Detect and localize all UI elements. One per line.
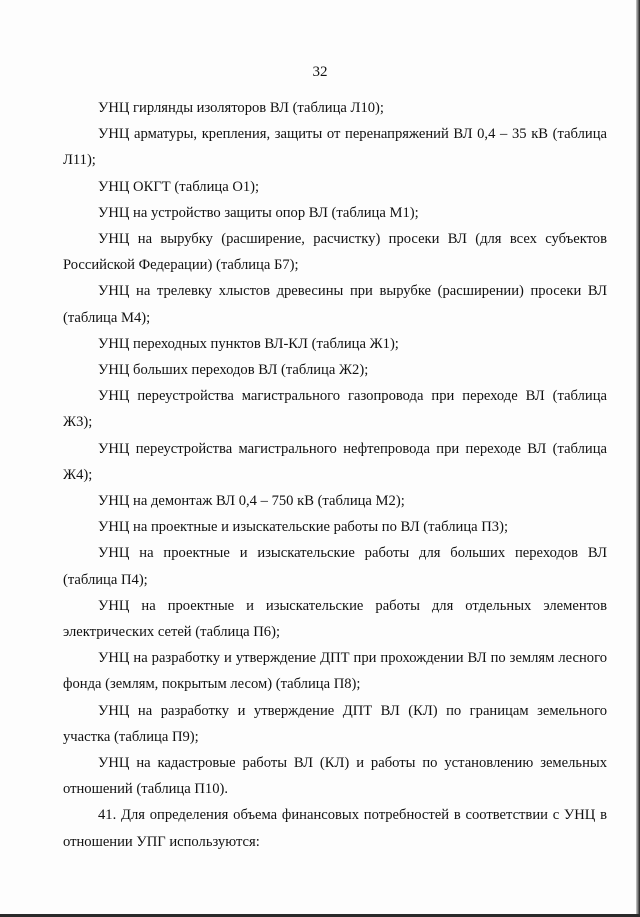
page-number: 32 — [312, 64, 328, 80]
list-item-o1: УНЦ ОКГТ (таблица О1); — [98, 178, 260, 195]
list-item-p3: УНЦ на проектные и изыскательские работы по ВЛ (таблица П3); — [98, 519, 508, 536]
scan-edge-right — [636, 0, 640, 917]
list-item-p9: УНЦ на разработку и утверждение ДПТ ВЛ (КЛ) по границам земельного участка (таблица П9); — [63, 702, 607, 745]
list-item-zh2: УНЦ больших переходов ВЛ (таблица Ж2); — [98, 362, 369, 379]
list-item-zh3: УНЦ переустройства магистрального газопровода при переходе ВЛ (таблица Ж3); — [63, 388, 607, 431]
list-item-m1: УНЦ на устройство защиты опор ВЛ (таблица М1); — [98, 204, 419, 221]
list-item-l10: УНЦ гирлянды изоляторов ВЛ (таблица Л10); — [98, 100, 384, 116]
list-item-m4: УНЦ на трелевку хлыстов древесины при вырубке (расширении) просеки ВЛ (таблица М4); — [63, 283, 607, 326]
list-item-m2: УНЦ на демонтаж ВЛ 0,4 – 750 кВ (таблица М2); — [98, 493, 405, 510]
list-item-p6: УНЦ на проектные и изыскательские работы для отдельных элементов электрических сетей (таблица П6); — [63, 597, 607, 641]
list-item-b7: УНЦ на вырубку (расширение, расчистку) просеки ВЛ (для всех субъектов Российской Федерации) (таблица Б7); — [63, 231, 607, 274]
list-item-l11: УНЦ арматуры, крепления, защиты от перенапряжений ВЛ 0,4 – 35 кВ (таблица Л11); — [63, 126, 607, 169]
list-item-p8: УНЦ на разработку и утверждение ДПТ при прохождении ВЛ по землям лесного фонда (землям, покрытым лесом) (таблица П8); — [63, 650, 607, 693]
list-item-zh1: УНЦ переходных пунктов ВЛ-КЛ (таблица Ж1); — [98, 335, 399, 352]
document-body — [63, 95, 607, 855]
list-item-p10: УНЦ на кадастровые работы ВЛ (КЛ) и работы по установлению земельных отношений (таблица П10). — [63, 755, 607, 798]
list-item-p4: УНЦ на проектные и изыскательские работы для больших переходов ВЛ (таблица П4); — [63, 545, 607, 588]
list-item-zh4: УНЦ переустройства магистрального нефтепровода при переходе ВЛ (таблица Ж4); — [63, 440, 607, 483]
section-41-paragraph: 41. Для определения объема финансовых потребностей в соответствии с УНЦ в отношении УПГ используются: — [63, 807, 607, 850]
